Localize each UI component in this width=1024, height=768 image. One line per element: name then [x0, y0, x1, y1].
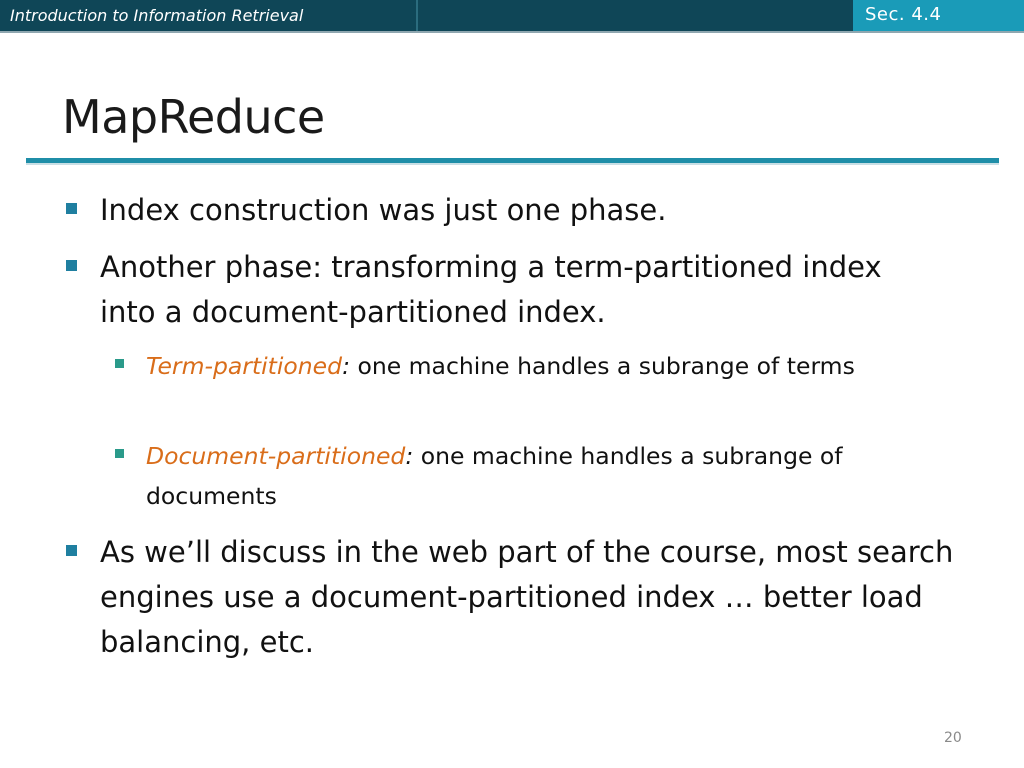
term-partitioned-label: Term-partitioned [146, 352, 343, 380]
bullet-item [100, 245, 900, 335]
square-bullet-icon [66, 260, 77, 271]
course-title: Introduction to Information Retrieval [10, 6, 304, 25]
page-number: 20 [944, 730, 962, 746]
bullet-item [100, 188, 980, 233]
square-bullet-icon [115, 449, 124, 458]
section-label: Sec. 4.4 [865, 4, 942, 25]
colon: : [342, 352, 350, 380]
sub-bullet-text: one machine handles a subrange of documents [146, 442, 843, 510]
document-partitioned-label: Document-partitioned [146, 442, 406, 470]
bullet-item [100, 530, 960, 665]
bullet-text: Index construction was just one phase. [100, 193, 667, 227]
slide-title: MapReduce [62, 90, 325, 144]
sub-bullet-item [146, 346, 906, 386]
sub-bullet-text: one machine handles a subrange of terms [349, 352, 855, 380]
bullet-text: Another phase: transforming a term-partitioned index into a document-partitioned index. [100, 250, 882, 329]
square-bullet-icon [115, 359, 124, 368]
square-bullet-icon [66, 203, 77, 214]
colon: : [405, 442, 414, 470]
square-bullet-icon [66, 545, 77, 556]
sub-bullet-item [146, 436, 976, 516]
bullet-text: As we’ll discuss in the web part of the course, most search engines use a document-partitioned index … better load balancing, etc. [100, 535, 954, 659]
